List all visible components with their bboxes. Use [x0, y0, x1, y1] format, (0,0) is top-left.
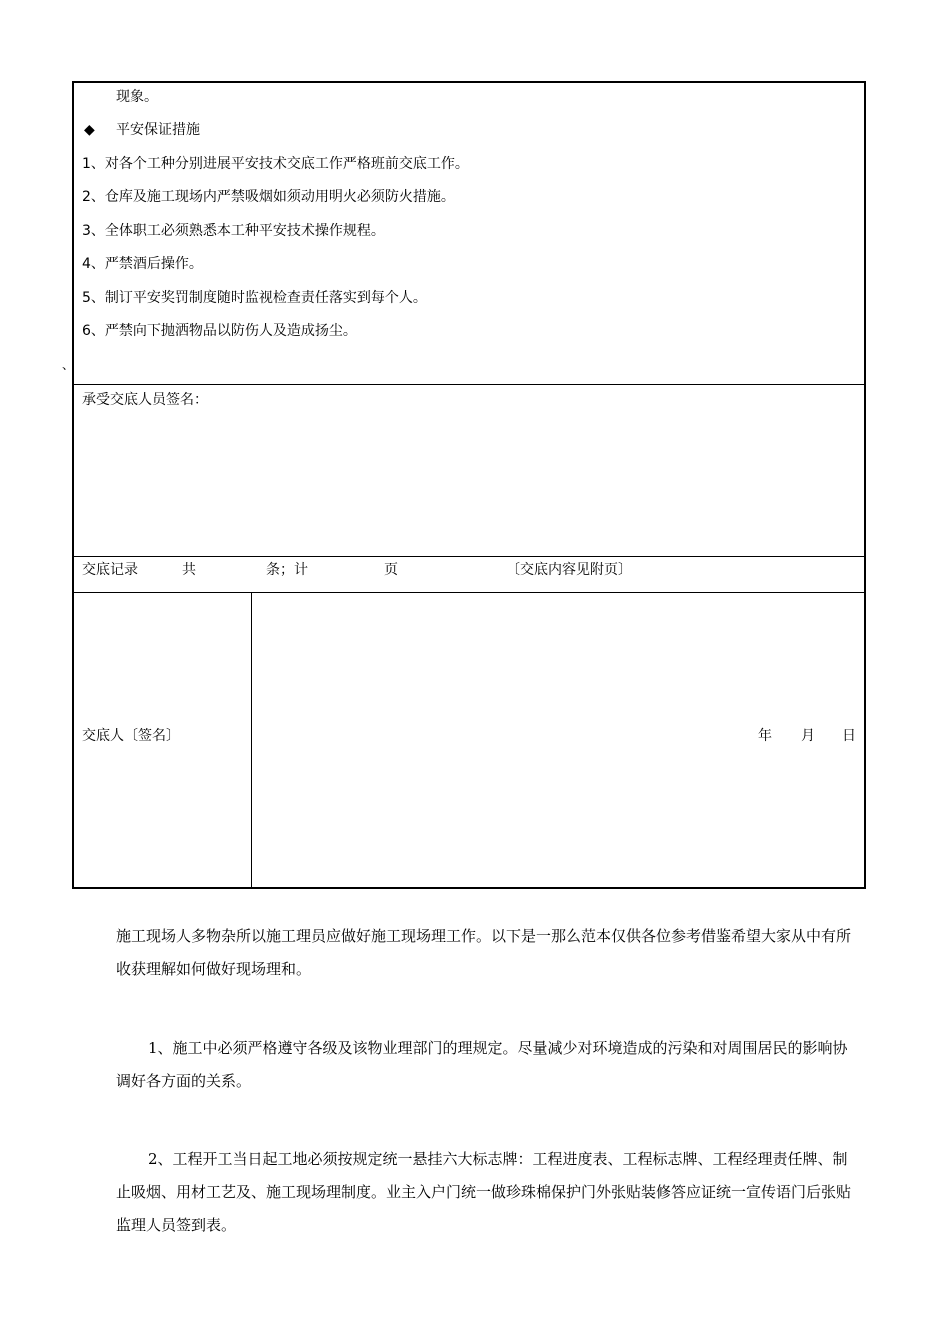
- diamond-bullet-icon: ◆: [84, 122, 95, 138]
- safety-item: 2、仓库及施工现场内严禁吸烟如须动用明火必须防火措施。: [82, 189, 455, 205]
- record-attachment-note: 〔交底内容见附页〕: [506, 562, 632, 578]
- safety-measures-heading: 平安保证措施: [116, 122, 200, 138]
- discloser-signature-label: 交底人〔签名〕: [82, 728, 180, 744]
- row-divider: [74, 592, 864, 593]
- article-point-2: [116, 1143, 862, 1242]
- point-paragraph: 1、施工中必须严格遵守各级及该物业理部门的理规定。尽量减少对环境造成的污染和对周围居民的影响协调好各方面的关系。: [116, 1039, 848, 1090]
- row-divider: [74, 384, 864, 385]
- safety-item: 3、全体职工必须熟悉本工种平安技术操作规程。: [82, 223, 385, 239]
- article-intro: [116, 920, 862, 986]
- receiver-signature-label: 承受交底人员签名：: [82, 392, 208, 408]
- date-day-label: 日: [842, 728, 856, 744]
- date-month-label: 月: [801, 728, 815, 744]
- intro-paragraph: 施工现场人多物杂所以施工理员应做好施工现场理工作。以下是一那么范本仅供各位参考借鉴希望大家从中有所收获理解如何做好现场理和。: [116, 927, 852, 978]
- safety-item: 6、严禁向下抛洒物品以防伤人及造成扬尘。: [82, 323, 357, 339]
- record-pages-unit: 页: [384, 562, 398, 578]
- safety-item: 5、制订平安奖罚制度随时监视检查责任落实到每个人。: [82, 290, 427, 306]
- record-label: 交底记录: [82, 562, 138, 578]
- date-year-label: 年: [758, 728, 772, 744]
- record-total-label: 共: [182, 562, 196, 578]
- row-divider: [74, 556, 864, 557]
- safety-item: 4、严禁酒后操作。: [82, 256, 203, 272]
- continued-text: 现象。: [116, 89, 158, 105]
- point-paragraph: 2、工程开工当日起工地必须按规定统一悬挂六大标志牌：工程进度表、工程标志牌、工程经理责任牌、制止吸烟、用材工艺及、施工现场理制度。业主入户门统一做珍珠棉保护门外张贴装修答应证统一宣传语门后张贴监理人员签到表。: [116, 1150, 852, 1234]
- article-point-1: [116, 1032, 862, 1098]
- record-items-unit: 条；计: [266, 562, 308, 578]
- safety-item: 1、对各个工种分别进展平安技术交底工作严格班前交底工作。: [82, 156, 469, 172]
- margin-mark: 、: [62, 358, 75, 372]
- disclosure-form-table: [72, 81, 866, 889]
- column-divider: [251, 592, 252, 887]
